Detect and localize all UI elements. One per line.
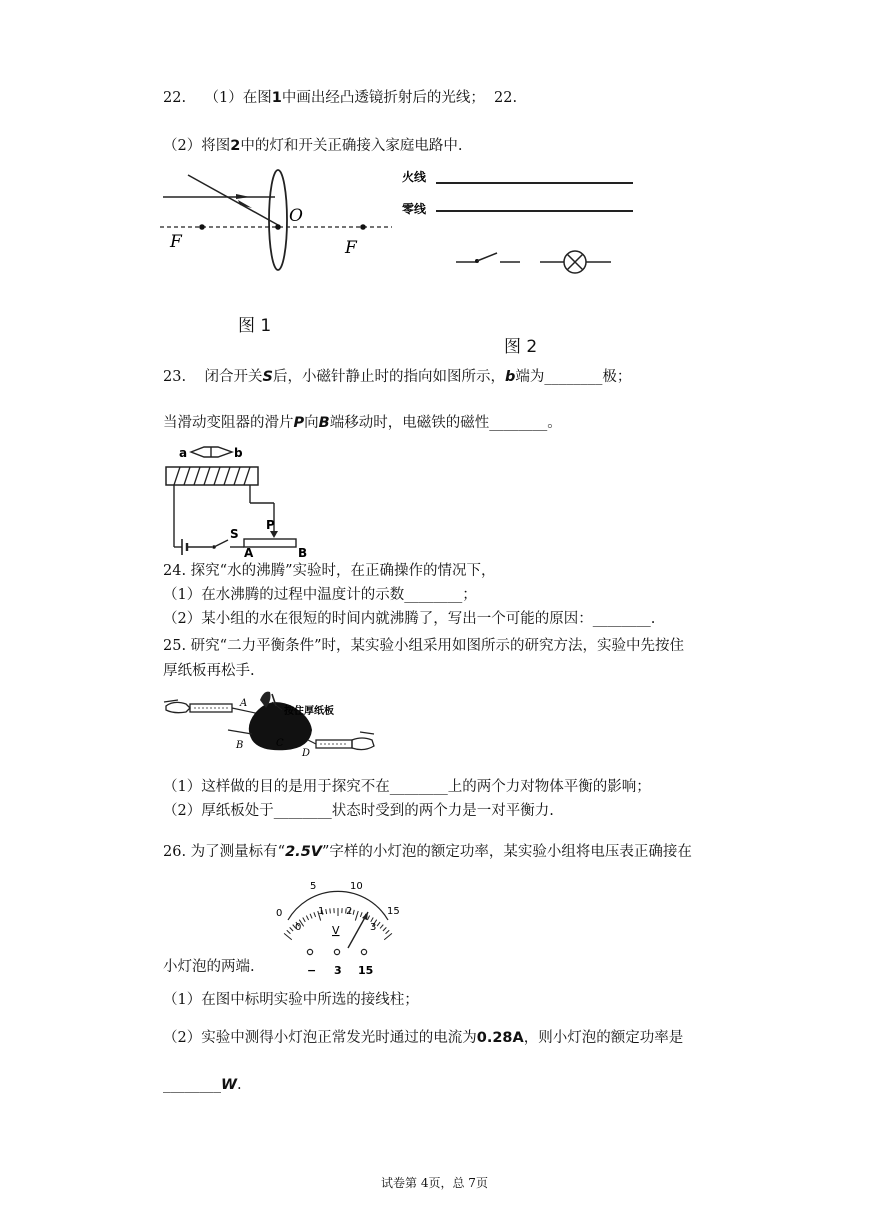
dial-tick — [290, 927, 293, 931]
q23-var-b: b — [504, 369, 516, 385]
right-hand — [352, 738, 374, 750]
label-d: D — [302, 748, 311, 759]
label-a-small: a — [179, 446, 188, 460]
dial-tick — [380, 925, 383, 929]
convex-lens — [269, 170, 287, 270]
dial-tick — [287, 930, 291, 933]
q23-line2 — [163, 413, 562, 433]
switch-s — [214, 540, 228, 547]
q23-l1-b: 后，小磁针静止时的指向如图所示， — [272, 369, 505, 385]
label-c: C — [276, 738, 284, 749]
q26-current: 0.28A — [476, 1030, 524, 1046]
terminal-3-label: 3 — [334, 964, 342, 977]
q23-line1 — [163, 367, 631, 387]
left-hand — [166, 702, 190, 712]
q22-text-b: 中画出经凸透镜折射后的光线； — [281, 90, 485, 106]
ray-oblique — [188, 175, 278, 225]
q23-var-bb: B — [318, 415, 330, 431]
q26-line3: （1）在图中标明实验中所选的接线柱； — [163, 992, 419, 1008]
pointer-tip-icon — [362, 912, 368, 920]
lower-tick-1: 1 — [318, 906, 325, 917]
label-a: A — [240, 698, 248, 709]
q26-line5 — [163, 1075, 242, 1095]
label-a-end: A — [244, 546, 254, 560]
q23-l1-c: 端为________极； — [515, 369, 632, 385]
dial-tick — [384, 933, 392, 939]
label-o: O — [289, 206, 303, 226]
lower-tick-2: 2 — [346, 906, 353, 917]
q25-line1: 25. 研究“二力平衡条件”时，某实验小组采用如图所示的研究方法，实验中先按住 — [163, 638, 684, 654]
household-circuit — [400, 165, 640, 280]
optical-center — [275, 224, 281, 230]
electromagnet-circuit — [160, 443, 320, 560]
coil-windings — [174, 467, 250, 485]
dial-tick — [355, 911, 358, 921]
q22-line1 — [163, 88, 517, 108]
dial-tick — [314, 912, 316, 917]
q24-line3: （2）某小组的水在很短的时间内就沸腾了，写出一个可能的原因：________. — [163, 611, 656, 627]
lens-diagram — [160, 165, 400, 275]
terminal-15-label: 15 — [358, 964, 374, 977]
fig2-caption: 图 2 — [504, 337, 538, 357]
q24-line2: （1）在水沸腾的过程中温度计的示数________； — [163, 587, 477, 603]
dial-tick — [360, 912, 362, 917]
slider-arrow-icon — [270, 531, 278, 538]
q26-line4 — [163, 1028, 683, 1048]
focal-point-right — [360, 224, 366, 230]
q26-answer-blank[interactable]: ________ — [163, 1077, 221, 1093]
q26-end: . — [237, 1077, 242, 1093]
label-s: S — [230, 527, 239, 541]
q25-line2: 厚纸板再松手. — [163, 663, 255, 679]
q24-line1: 24. 探究“水的沸腾”实验时，在正确操作的情况下， — [163, 563, 496, 579]
upper-tick-15: 15 — [387, 906, 400, 917]
q22-text-a: （1）在图 — [204, 90, 272, 106]
q23-l2-c: 端移动时，电磁铁的磁性________。 — [329, 415, 562, 431]
q26-line1 — [163, 842, 692, 862]
q26-l1-a: 26. 为了测量标有“ — [163, 844, 286, 860]
lower-tick-3: 3 — [370, 922, 377, 933]
dial-tick — [367, 916, 369, 920]
q25-line3: （1）这样做的目的是用于探究不在________上的两个力对物体平衡的影响； — [163, 779, 651, 795]
dial-tick — [353, 910, 354, 915]
q22-line2 — [163, 136, 462, 156]
q26-line2: 小灯泡的两端. — [163, 959, 255, 975]
q22-number: 22. — [163, 90, 187, 106]
q23-l1-a: 闭合开关 — [204, 369, 263, 385]
q23-l2-b: 向 — [304, 415, 319, 431]
label-f-left: F — [170, 232, 182, 252]
q26-l1-b: ”字样的小灯泡的额定功率，某实验小组将电压表正确接在 — [322, 844, 692, 860]
upper-tick-0: 0 — [276, 908, 283, 919]
q26-l4-b: ，则小灯泡的额定功率是 — [523, 1030, 684, 1046]
terminal-15[interactable] — [361, 949, 366, 954]
lamp-symbol-icon — [540, 251, 611, 273]
q26-rated-voltage: 2.5V — [285, 844, 323, 860]
dial-tick — [330, 908, 331, 913]
label-b-small: b — [234, 446, 243, 460]
dial-tick — [386, 930, 390, 933]
label-p: P — [266, 518, 275, 532]
label-b-end: B — [298, 546, 308, 560]
switch-symbol-icon — [456, 253, 520, 263]
lower-tick-0: 0 — [295, 922, 302, 933]
q23-var-p: P — [293, 415, 305, 431]
q23-l2-a: 当滑动变阻器的滑片 — [163, 415, 294, 431]
q23-number: 23. — [163, 369, 187, 385]
balance-experiment-figure — [160, 690, 380, 760]
page-footer: 试卷第 4页，总 7页 — [381, 1176, 488, 1190]
label-press-cardboard: 按住厚纸板 — [284, 706, 334, 717]
q26-l4-a: （2）实验中测得小灯泡正常发光时通过的电流为 — [163, 1030, 477, 1046]
electromagnet-core — [166, 467, 258, 485]
q22-fig-ref-2: 2 — [230, 138, 241, 154]
label-b: B — [236, 740, 244, 751]
q22-line2-b: 中的灯和开关正确接入家庭电路中. — [240, 138, 463, 154]
dial-tick — [326, 909, 327, 914]
dial-tick — [303, 918, 306, 922]
dial-tick — [284, 933, 292, 939]
focal-point-left — [199, 224, 205, 230]
q25-line4: （2）厚纸板处于________状态时受到的两个力是一对平衡力. — [163, 803, 554, 819]
upper-tick-5: 5 — [310, 881, 317, 892]
dial-tick — [383, 927, 386, 931]
dial-tick — [377, 922, 380, 926]
live-wire-label: 火线 — [402, 170, 427, 184]
meter-unit: V — [332, 924, 340, 937]
terminal-3[interactable] — [334, 949, 339, 954]
fig1-caption: 图 1 — [238, 316, 272, 336]
q23-var-s: S — [262, 369, 273, 385]
q22-fig-ref-1: 1 — [271, 90, 282, 106]
q22-line2-a: （2）将图 — [163, 138, 231, 154]
upper-tick-10: 10 — [350, 881, 363, 892]
terminal-neg-label: − — [307, 964, 317, 977]
q22-tail: 22. — [494, 90, 518, 106]
dial-tick — [310, 914, 312, 919]
q26-unit-w: W — [221, 1077, 237, 1093]
dial-tick — [306, 916, 308, 920]
label-f-right: F — [345, 238, 357, 258]
neutral-wire-label: 零线 — [402, 202, 427, 216]
voltmeter-figure — [270, 878, 410, 978]
terminal-neg[interactable] — [307, 949, 312, 954]
